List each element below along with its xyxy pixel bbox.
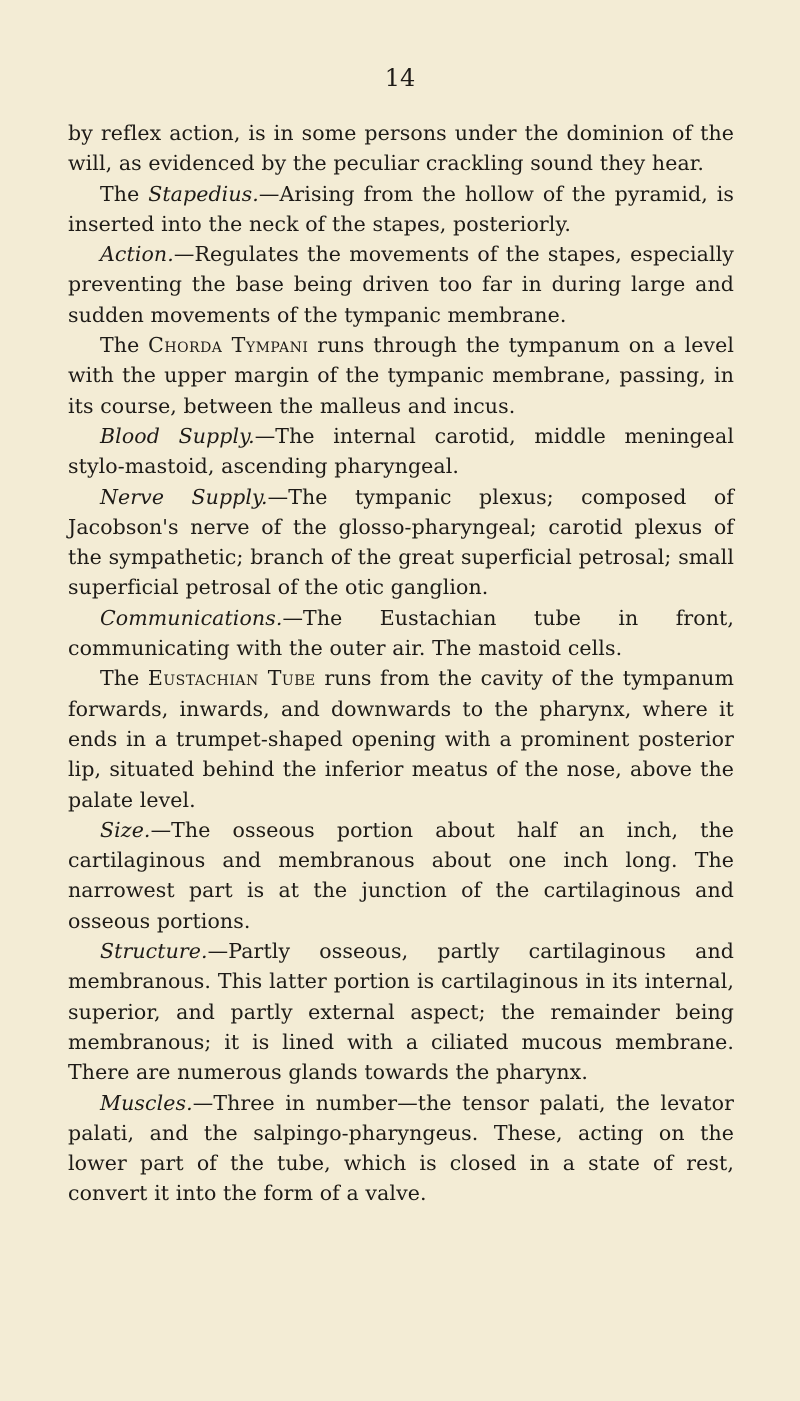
lead-prefix: The (100, 181, 149, 206)
paragraph-muscles (68, 1088, 734, 1209)
paragraph-text: runs through the tympanum on a level with the upper margin of the tympanic membrane, passing, in its course, between the malleus and incus. (68, 333, 734, 418)
body-text (68, 118, 734, 1209)
paragraph-chorda-tympani (68, 330, 734, 421)
paragraph-text: —The Eustachian tube in front, communicating with the outer air. The mastoid cells. (68, 605, 734, 661)
paragraph-text: —Three in number—the tensor palati, the levator palati, and the salpingo-pharyngeus. These, acting on the lower part of the tube, which is closed in a state of rest, convert it into the form of a valve. (68, 1090, 734, 1206)
paragraph-text: runs from the cavity of the tympanum forwards, inwards, and downwards to the pharynx, where it ends in a trumpet-shaped opening with a prominent posterior lip, situated behind the inferior meatus of the nose, above the palate level. (68, 666, 734, 812)
paragraph-text: —The internal carotid, middle meningeal stylo-mastoid, ascending pharyngeal. (68, 423, 734, 479)
section-heading-muscles: Muscles. (100, 1090, 193, 1115)
paragraph-text: —The tympanic plexus; composed of Jacobson's nerve of the glosso-pharyngeal; carotid plexus of the sympathetic; branch of the great superficial petrosal; small superficial petrosal of the otic ganglion. (68, 484, 734, 600)
paragraph-continuation (68, 118, 734, 179)
paragraph-text: —Regulates the movements of the stapes, especially preventing the base being driven too far in during large and sudden movements of the tympanic membrane. (68, 242, 734, 327)
paragraph-text: by reflex action, is in some persons under the dominion of the will, as evidenced by the peculiar crackling sound they hear. (68, 121, 734, 176)
section-heading-nerve-supply: Nerve Supply. (100, 484, 268, 509)
lead-prefix: The (100, 666, 148, 691)
paragraph-text: —The osseous portion about half an inch, the cartilaginous and membranous about one inch long. The narrowest part is at the junction of the cartilaginous and osseous portions. (68, 817, 734, 933)
page-number: 14 (384, 64, 416, 92)
section-heading-stapedius: Stapedius. (148, 181, 259, 206)
paragraph-blood-supply (68, 421, 734, 482)
lead-prefix: The (100, 333, 149, 358)
paragraph-text: —Partly osseous, partly cartilaginous and membranous. This latter portion is cartilaginous in its internal, superior, and partly external aspect; the remainder being membranous; it is lined with a ciliated mucous membrane. There are numerous glands towards the pharynx. (68, 939, 734, 1085)
paragraph-nerve-supply (68, 482, 734, 603)
section-heading-structure: Structure. (100, 939, 208, 964)
paragraph-structure (68, 936, 734, 1087)
paragraph-size (68, 815, 734, 936)
section-heading-eustachian-tube: Eustachian Tube (147, 666, 316, 691)
section-heading-blood-supply: Blood Supply. (100, 423, 255, 448)
paragraph-action (68, 239, 734, 330)
paragraph-eustachian-tube (68, 663, 734, 814)
paragraph-communications (68, 603, 734, 664)
paragraph-text: —Arising from the hollow of the pyramid, is inserted into the neck of the stapes, posteriorly. (68, 181, 734, 236)
section-heading-communications: Communications. (100, 605, 283, 630)
section-heading-action: Action. (100, 242, 174, 267)
paragraph-stapedius (68, 179, 734, 240)
section-heading-chorda-tympani: Chorda Tympani (148, 333, 309, 358)
section-heading-size: Size. (100, 817, 151, 842)
